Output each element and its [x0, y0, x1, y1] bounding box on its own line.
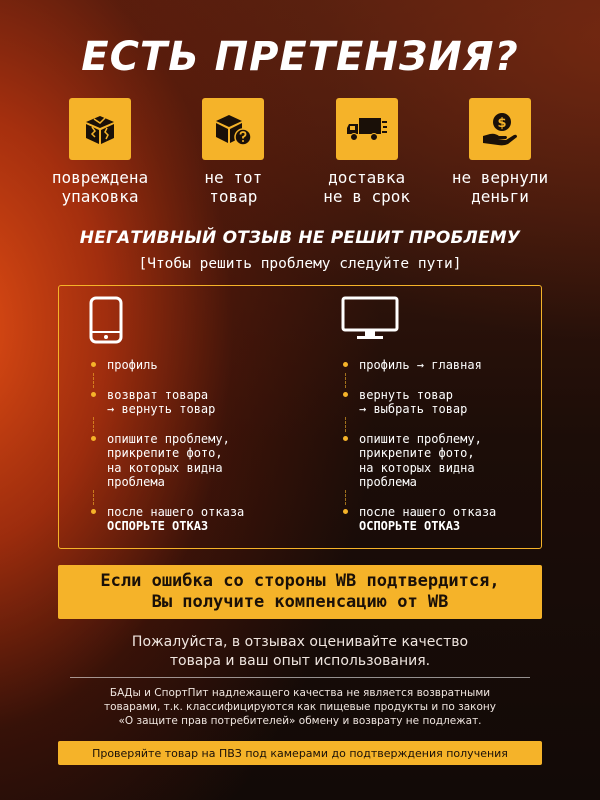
claim-label: не тот товар — [204, 168, 263, 206]
desktop-step-list — [341, 358, 561, 534]
damaged-box-icon — [69, 98, 131, 160]
claim-label: повреждена упаковка — [51, 168, 149, 206]
step-item: профиль — [89, 358, 309, 373]
instruction-hint: [Чтобы решить проблему следуйте пути] — [138, 256, 462, 272]
smartphone-icon — [89, 296, 123, 348]
subtitle: НЕГАТИВНЫЙ ОТЗЫВ НЕ РЕШИТ ПРОБЛЕМУ — [79, 228, 521, 248]
step-connector — [93, 490, 309, 505]
claim-label: доставка не в срок — [323, 168, 410, 206]
step-item: профиль → главная — [341, 358, 561, 373]
page-title: ЕСТЬ ПРЕТЕНЗИЯ? — [81, 34, 519, 80]
divider — [70, 677, 530, 678]
step-item: после нашего отказа ОСПОРЬТЕ ОТКАЗ — [341, 505, 561, 534]
claim-types — [40, 98, 560, 206]
step-connector — [345, 490, 561, 505]
compensation-banner — [58, 565, 542, 619]
step-connector — [345, 373, 561, 388]
money-hand-icon — [469, 98, 531, 160]
step-item: опишите проблему, прикрепите фото, на которых видна проблема — [89, 432, 309, 490]
step-item: опишите проблему, прикрепите фото, на которых видна проблема — [341, 432, 561, 490]
legal-disclaimer: БАДы и СпортПит надлежащего качества не является возвратными товарами, т.к. классифицируются как пищевые продукты и по закону «О защите прав потребителей» обмену и возврату не подлежат. — [104, 687, 496, 727]
box-question-icon — [202, 98, 264, 160]
mobile-step-list — [89, 358, 309, 534]
footer-notice: Проверяйте товар на ПВЗ под камерами до подтверждения получения — [58, 741, 542, 765]
step-connector — [93, 373, 309, 388]
step-connector — [345, 417, 561, 432]
monitor-icon — [341, 296, 399, 346]
step-item: возврат товара → вернуть товар — [89, 388, 309, 417]
claim-damaged-packaging — [40, 98, 160, 206]
step-connector — [93, 417, 309, 432]
claim-late-delivery — [307, 98, 427, 206]
svg-text:$: $ — [497, 116, 507, 131]
claim-wrong-item — [173, 98, 293, 206]
steps-panel — [58, 285, 542, 549]
step-item: после нашего отказа ОСПОРЬТЕ ОТКАЗ — [89, 505, 309, 534]
delivery-truck-icon — [336, 98, 398, 160]
review-note: Пожалуйста, в отзывах оценивайте качество товара и ваш опыт использования. — [131, 634, 469, 669]
claim-money-not-returned — [440, 98, 560, 206]
step-item: вернуть товар → выбрать товар — [341, 388, 561, 417]
banner-line: Вы получите компенсацию от WB — [151, 592, 449, 612]
banner-line: Если ошибка со стороны WB подтвердится, — [100, 571, 500, 591]
claim-label: не вернули деньги — [451, 168, 549, 206]
